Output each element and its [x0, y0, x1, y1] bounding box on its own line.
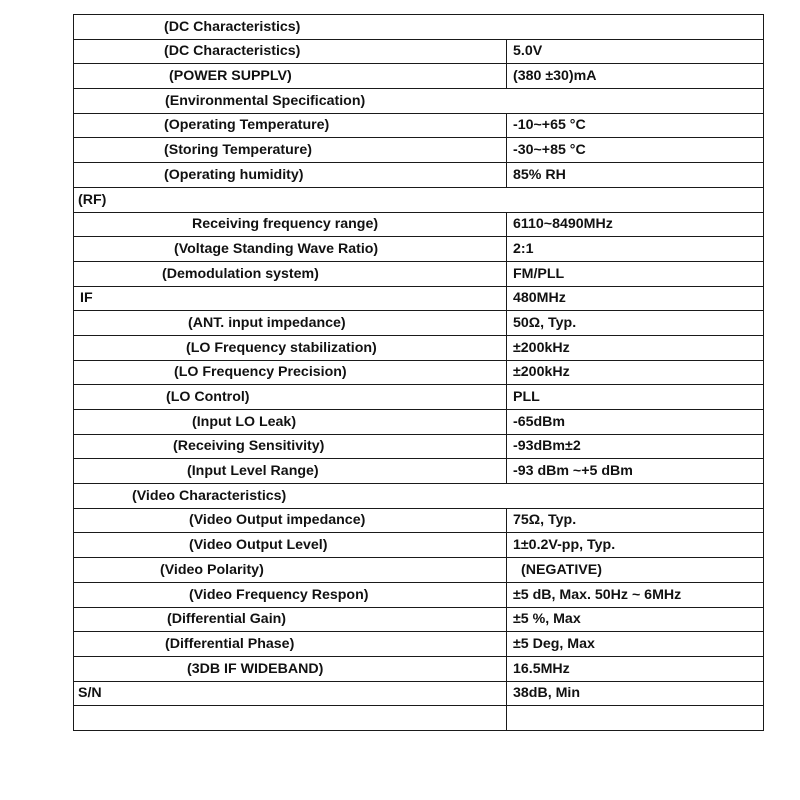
- table-row: [74, 385, 764, 410]
- parameter-value: -93 dBm ~+5 dBm: [507, 459, 764, 484]
- parameter-label: (DC Characteristics): [74, 39, 507, 64]
- parameter-label: (Receiving Sensitivity): [74, 434, 507, 459]
- parameter-value: (NEGATIVE): [507, 558, 764, 583]
- specification-table-body: [74, 15, 764, 731]
- parameter-label: (Video Frequency Respon): [74, 582, 507, 607]
- parameter-label: (Differential Gain): [74, 607, 507, 632]
- parameter-label: (Storing Temperature): [74, 138, 507, 163]
- parameter-value: -30~+85 °C: [507, 138, 764, 163]
- parameter-label: (Voltage Standing Wave Ratio): [74, 237, 507, 262]
- section-heading: (Environmental Specification): [74, 89, 764, 114]
- table-row: [74, 558, 764, 583]
- table-row: [74, 39, 764, 64]
- parameter-value: 16.5MHz: [507, 656, 764, 681]
- parameter-value: -10~+65 °C: [507, 113, 764, 138]
- parameter-value: (380 ±30)mA: [507, 64, 764, 89]
- parameter-value: 2:1: [507, 237, 764, 262]
- table-row: [74, 163, 764, 188]
- table-row: [74, 484, 764, 509]
- section-heading: (Video Characteristics): [74, 484, 764, 509]
- table-row: [74, 335, 764, 360]
- table-row: [74, 410, 764, 435]
- parameter-label: (LO Control): [74, 385, 507, 410]
- parameter-label: (LO Frequency stabilization): [74, 335, 507, 360]
- parameter-label: (Operating humidity): [74, 163, 507, 188]
- parameter-label: (3DB IF WIDEBAND): [74, 656, 507, 681]
- table-row: [74, 64, 764, 89]
- parameter-value: 6110~8490MHz: [507, 212, 764, 237]
- table-row: [74, 632, 764, 657]
- parameter-value: PLL: [507, 385, 764, 410]
- parameter-value: 5.0V: [507, 39, 764, 64]
- table-row: [74, 434, 764, 459]
- parameter-value: 480MHz: [507, 286, 764, 311]
- specification-table: [73, 14, 764, 731]
- parameter-label: (Input LO Leak): [74, 410, 507, 435]
- parameter-value: 85% RH: [507, 163, 764, 188]
- table-row: [74, 459, 764, 484]
- parameter-value: [507, 706, 764, 731]
- parameter-value: ±200kHz: [507, 360, 764, 385]
- parameter-value: ±200kHz: [507, 335, 764, 360]
- table-row: [74, 681, 764, 706]
- section-heading: (DC Characteristics): [74, 15, 764, 40]
- parameter-label: (ANT. input impedance): [74, 311, 507, 336]
- table-row: [74, 360, 764, 385]
- parameter-label: (Demodulation system): [74, 261, 507, 286]
- table-row: [74, 533, 764, 558]
- table-row: [74, 261, 764, 286]
- parameter-value: ±5 Deg, Max: [507, 632, 764, 657]
- table-row: [74, 508, 764, 533]
- table-row: [74, 286, 764, 311]
- parameter-label: S/N: [74, 681, 507, 706]
- table-row: [74, 311, 764, 336]
- table-row: [74, 113, 764, 138]
- parameter-label: [74, 706, 507, 731]
- parameter-label: Receiving frequency range): [74, 212, 507, 237]
- parameter-label: (LO Frequency Precision): [74, 360, 507, 385]
- table-row: [74, 607, 764, 632]
- table-row: [74, 582, 764, 607]
- parameter-label: (Differential Phase): [74, 632, 507, 657]
- parameter-label: (Video Output impedance): [74, 508, 507, 533]
- table-row: [74, 187, 764, 212]
- table-row: [74, 212, 764, 237]
- table-row: [74, 237, 764, 262]
- table-row: [74, 138, 764, 163]
- parameter-value: 50Ω, Typ.: [507, 311, 764, 336]
- parameter-label: (Video Polarity): [74, 558, 507, 583]
- table-row: [74, 89, 764, 114]
- parameter-value: ±5 dB, Max. 50Hz ~ 6MHz: [507, 582, 764, 607]
- table-row: [74, 656, 764, 681]
- table-row: [74, 706, 764, 731]
- parameter-label: (Video Output Level): [74, 533, 507, 558]
- parameter-value: 38dB, Min: [507, 681, 764, 706]
- parameter-value: -93dBm±2: [507, 434, 764, 459]
- parameter-label: (Input Level Range): [74, 459, 507, 484]
- parameter-value: ±5 %, Max: [507, 607, 764, 632]
- parameter-label: (Operating Temperature): [74, 113, 507, 138]
- parameter-value: 1±0.2V-pp, Typ.: [507, 533, 764, 558]
- parameter-label: (POWER SUPPLV): [74, 64, 507, 89]
- parameter-value: FM/PLL: [507, 261, 764, 286]
- section-heading: (RF): [74, 187, 764, 212]
- parameter-value: 75Ω, Typ.: [507, 508, 764, 533]
- parameter-value: -65dBm: [507, 410, 764, 435]
- table-row: [74, 15, 764, 40]
- parameter-label: IF: [74, 286, 507, 311]
